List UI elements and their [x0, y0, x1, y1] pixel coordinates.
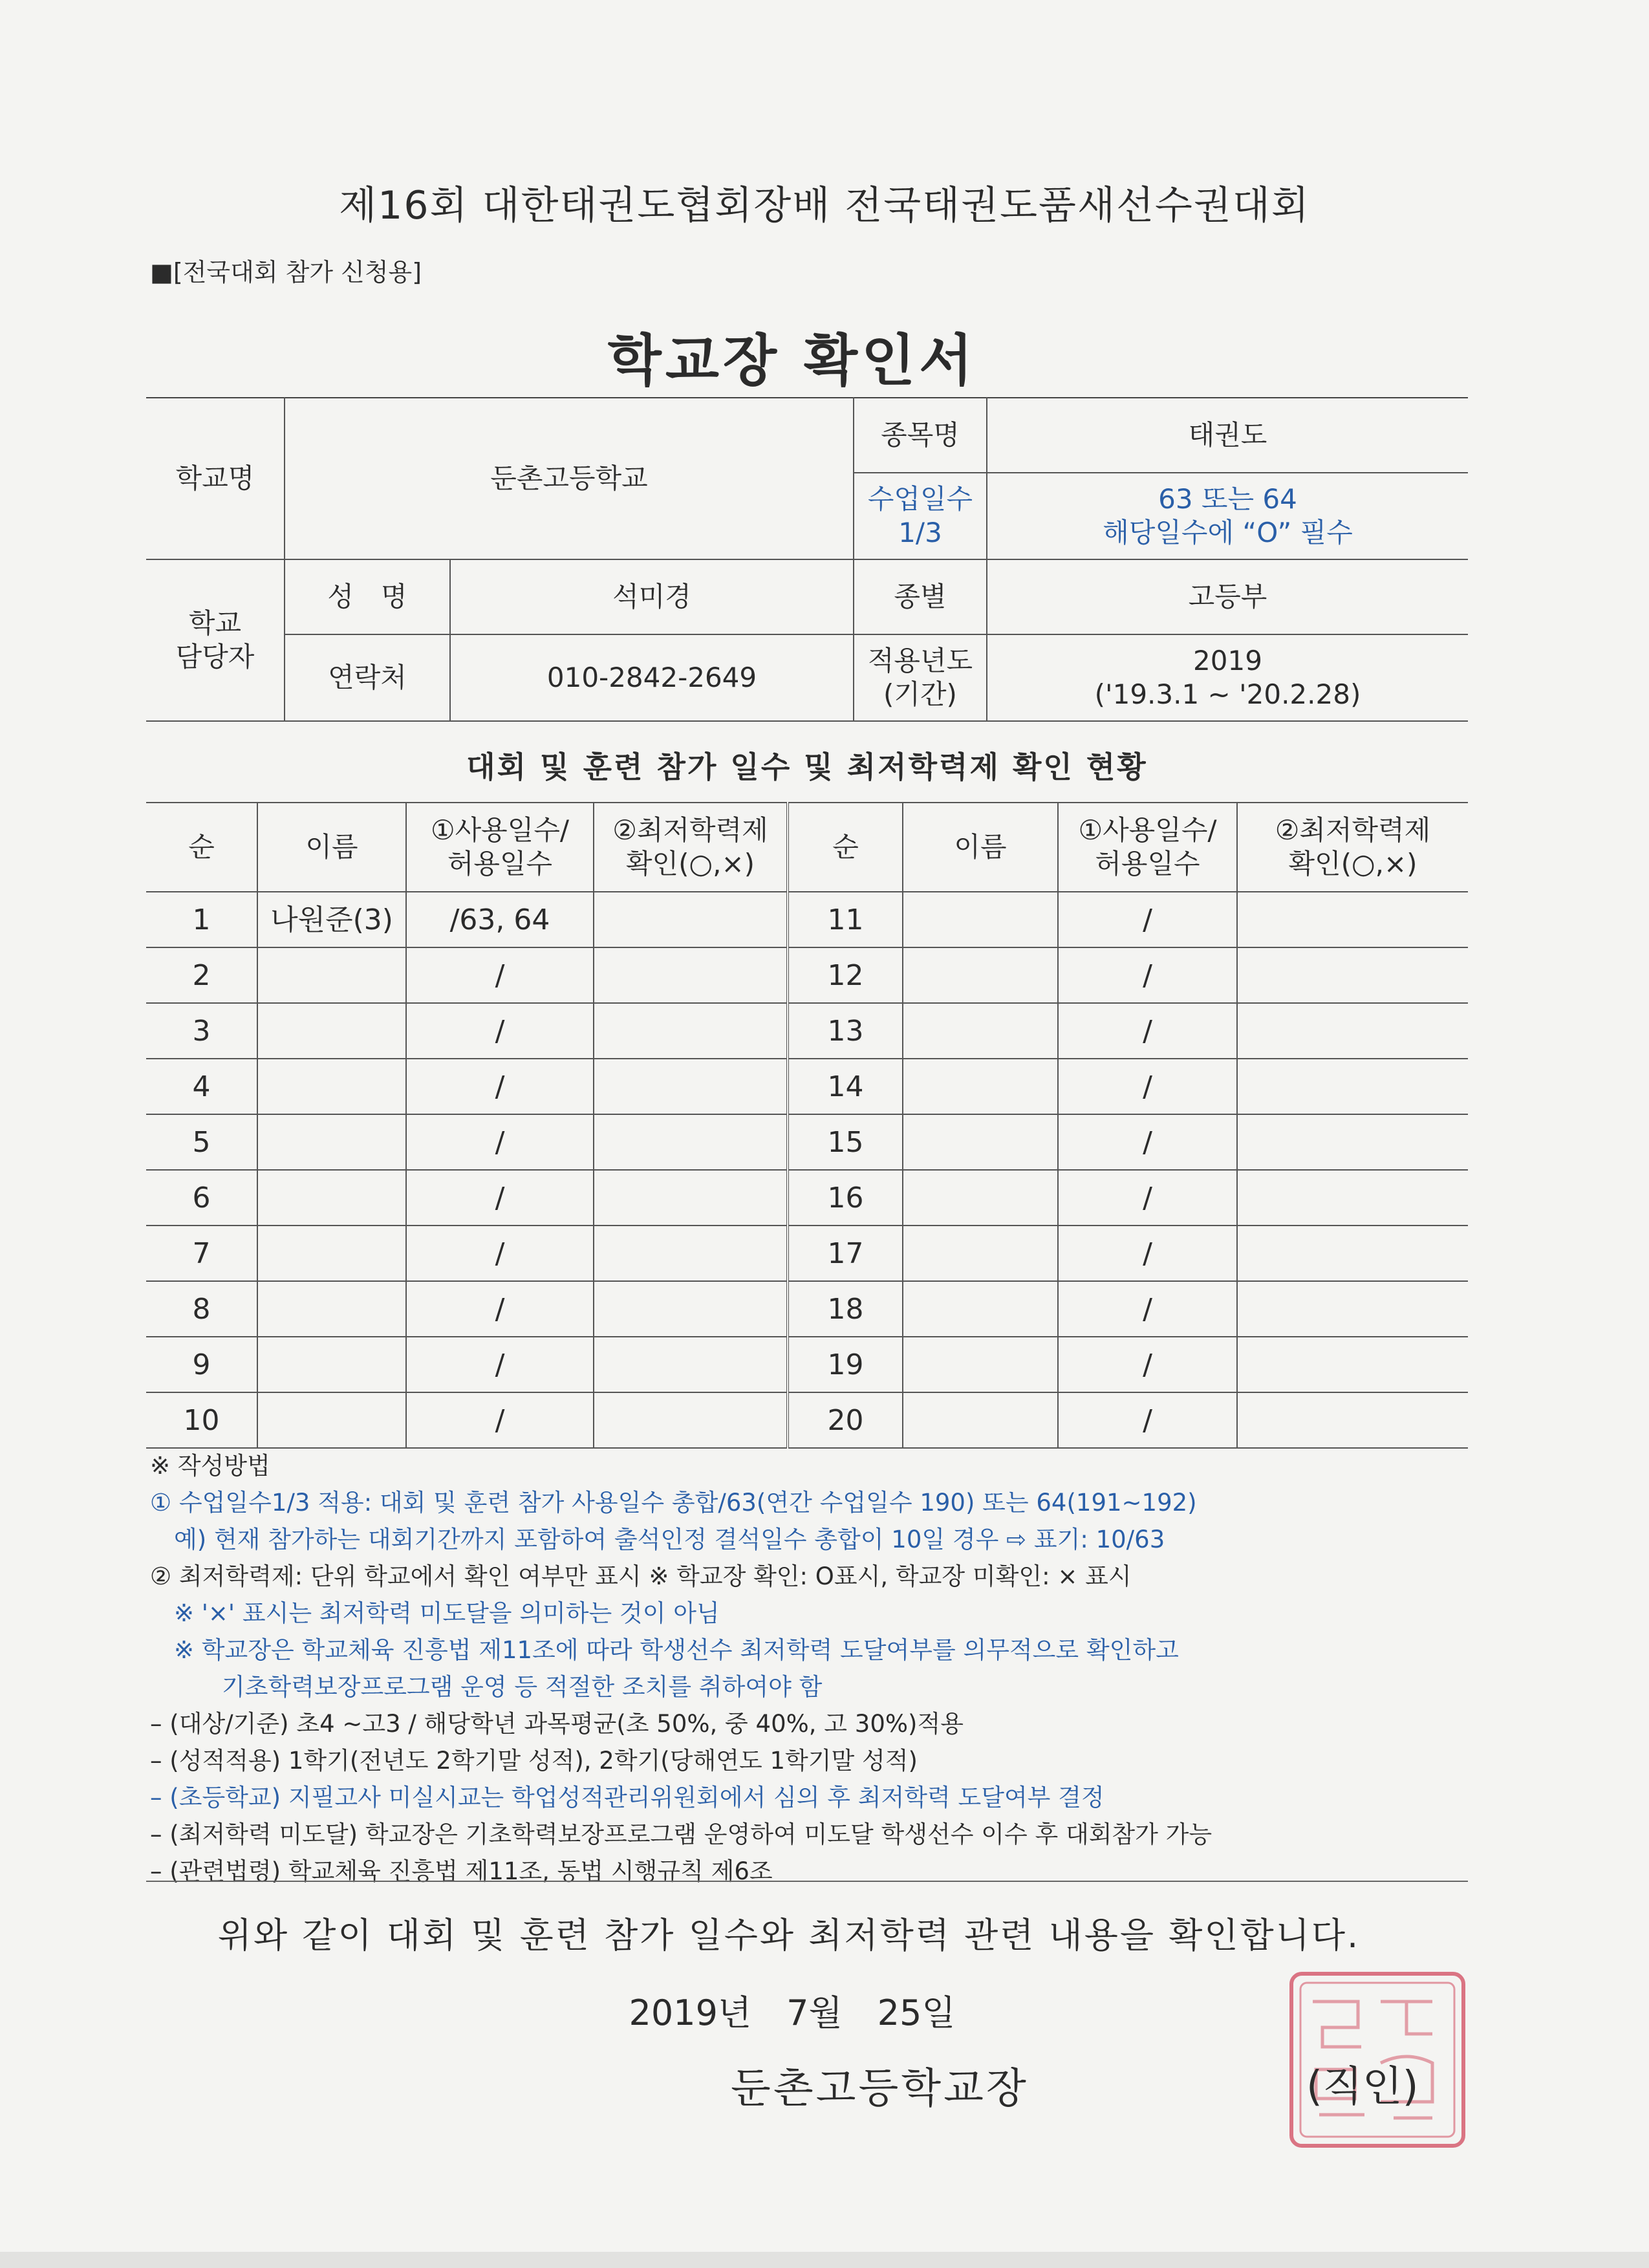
min-academic-check-left: [594, 1114, 788, 1170]
instruction-line: 예) 현재 참가하는 대회기간까지 포함하여 출석인정 결석일수 총합이 10일 경우 ⇨ 표기: 10/63: [150, 1526, 1165, 1553]
instruction-line: – (초등학교) 지필고사 미실시교는 학업성적관리위원회에서 심의 후 최저학력 도달여부 결정: [150, 1784, 1105, 1811]
athlete-name-right: [903, 1170, 1058, 1226]
seal-label: (직인): [1306, 2063, 1419, 2111]
days-used-left: /: [406, 1003, 594, 1059]
table-row: [146, 892, 1468, 947]
instruction-line: 기초학력보장프로그램 운영 등 적절한 조치를 취하여야 함: [150, 1673, 823, 1701]
min-academic-check-right: [1237, 1226, 1468, 1281]
table-row: [146, 1114, 1468, 1170]
header-days-left: [406, 803, 594, 892]
min-academic-check-right: [1237, 1059, 1468, 1114]
row-number-right: 19: [788, 1337, 903, 1392]
days-used-right: /: [1058, 1114, 1237, 1170]
row-number-left: 10: [146, 1392, 257, 1448]
athlete-name-right: [903, 1226, 1058, 1281]
name-value: 석미경: [450, 559, 854, 634]
class-days-value-line1: 63 또는 64: [1158, 482, 1297, 515]
row-number-right: 12: [788, 947, 903, 1003]
header-name-right: 이름: [903, 803, 1058, 892]
header-days-line2: 허용일수: [1095, 848, 1200, 880]
days-used-right: /: [1058, 1170, 1237, 1226]
days-used-left: /: [406, 1281, 594, 1337]
header-days-line1: ①사용일수/: [430, 814, 570, 846]
days-used-left: /: [406, 1337, 594, 1392]
row-number-right: 13: [788, 1003, 903, 1059]
sport-label: 종목명: [854, 398, 987, 473]
days-used-right: /: [1058, 1337, 1237, 1392]
instructions-heading: ※ 작성방법: [150, 1452, 270, 1480]
row-number-right: 20: [788, 1392, 903, 1448]
min-academic-check-right: [1237, 1392, 1468, 1448]
header-days-line1: ①사용일수/: [1078, 814, 1217, 846]
min-academic-check-right: [1237, 947, 1468, 1003]
row-number-left: 1: [146, 892, 257, 947]
instruction-line: – (관련법령) 학교체육 진흥법 제11조, 동법 시행규칙 제6조: [150, 1857, 773, 1885]
class-days-label: [854, 473, 987, 559]
days-used-right: /: [1058, 947, 1237, 1003]
days-used-left: /: [406, 1226, 594, 1281]
table-row: [146, 1337, 1468, 1392]
row-number-right: 14: [788, 1059, 903, 1114]
school-label: 학교명: [146, 398, 285, 559]
header-check-line1: ②최저학력제: [1275, 814, 1431, 846]
principal-name: 둔촌고등학교장: [731, 2065, 1029, 2113]
days-used-right: /: [1058, 1281, 1237, 1337]
days-used-left: /: [406, 947, 594, 1003]
year-label-line1: 적용년도: [867, 644, 973, 676]
header-no-right: 순: [788, 803, 903, 892]
table-row: [146, 947, 1468, 1003]
year-label: [854, 634, 987, 721]
athlete-name-left: [257, 1281, 406, 1337]
athlete-name-right: [903, 1337, 1058, 1392]
row-number-left: 5: [146, 1114, 257, 1170]
row-number-left: 9: [146, 1337, 257, 1392]
athlete-name-left: 나원준(3): [257, 892, 406, 947]
table-row: [146, 1003, 1468, 1059]
participation-table: [146, 802, 1468, 1449]
min-academic-check-left: [594, 1170, 788, 1226]
days-used-right: /: [1058, 892, 1237, 947]
form-tag: ■[전국대회 참가 신청용]: [150, 258, 422, 286]
min-academic-check-right: [1237, 1281, 1468, 1337]
year-value: [987, 634, 1468, 721]
athlete-name-left: [257, 1114, 406, 1170]
days-used-left: /63, 64: [406, 892, 594, 947]
athlete-name-left: [257, 1337, 406, 1392]
info-table: [146, 397, 1468, 722]
row-number-left: 4: [146, 1059, 257, 1114]
athlete-name-left: [257, 1170, 406, 1226]
instruction-line: ② 최저학력제: 단위 학교에서 확인 여부만 표시 ※ 학교장 확인: O표시, 학교장 미확인: × 표시: [150, 1562, 1132, 1590]
contact-label: 연락처: [285, 634, 450, 721]
min-academic-check-left: [594, 1337, 788, 1392]
instruction-line: ① 수업일수1/3 적용: 대회 및 훈련 참가 사용일수 총합/63(연간 수업일수 190) 또는 64(191~192): [150, 1489, 1197, 1517]
athlete-name-left: [257, 947, 406, 1003]
table-row: [146, 1392, 1468, 1448]
min-academic-check-left: [594, 892, 788, 947]
manager-label-line1: 학교: [188, 607, 242, 639]
header-no-left: 순: [146, 803, 257, 892]
min-academic-check-right: [1237, 1170, 1468, 1226]
athlete-name-right: [903, 1114, 1058, 1170]
athlete-name-right: [903, 947, 1058, 1003]
sport-value: 태권도: [987, 398, 1468, 473]
header-check-right: [1237, 803, 1468, 892]
min-academic-check-left: [594, 947, 788, 1003]
athlete-name-left: [257, 1059, 406, 1114]
header-check-line2: 확인(○,×): [1288, 848, 1417, 880]
row-number-right: 16: [788, 1170, 903, 1226]
athlete-name-left: [257, 1003, 406, 1059]
table-row: [146, 1059, 1468, 1114]
division-value: 고등부: [987, 559, 1468, 634]
school-value: 둔촌고등학교: [285, 398, 854, 559]
row-number-right: 17: [788, 1226, 903, 1281]
manager-label: [146, 559, 285, 721]
athlete-name-right: [903, 1003, 1058, 1059]
row-number-right: 18: [788, 1281, 903, 1337]
days-used-left: /: [406, 1170, 594, 1226]
row-number-right: 11: [788, 892, 903, 947]
class-days-value: [987, 473, 1468, 559]
class-days-value-line2: 해당일수에 “O” 필수: [1103, 517, 1353, 548]
header-check-line2: 확인(○,×): [625, 848, 755, 880]
division-label: 종별: [854, 559, 987, 634]
instruction-line: – (성적적용) 1학기(전년도 2학기말 성적), 2학기(당해연도 1학기말 성적): [150, 1747, 918, 1775]
athlete-name-right: [903, 1392, 1058, 1448]
row-number-left: 6: [146, 1170, 257, 1226]
athlete-name-right: [903, 1059, 1058, 1114]
section-title: 대회 및 훈련 참가 일수 및 최저학력제 확인 현황: [466, 750, 1148, 784]
athlete-name-left: [257, 1226, 406, 1281]
class-days-label-line1: 수업일수: [867, 482, 973, 515]
row-number-right: 15: [788, 1114, 903, 1170]
table-header-row: [146, 803, 1468, 892]
min-academic-check-right: [1237, 892, 1468, 947]
issue-date: 2019년 7월 25일: [629, 1993, 956, 2033]
days-used-left: /: [406, 1059, 594, 1114]
header-name-left: 이름: [257, 803, 406, 892]
instructions: [150, 1447, 1482, 1890]
table-row: [146, 1170, 1468, 1226]
header-days-line2: 허용일수: [447, 848, 553, 880]
days-used-right: /: [1058, 1003, 1237, 1059]
athlete-name-right: [903, 892, 1058, 947]
athlete-name-left: [257, 1392, 406, 1448]
min-academic-check-left: [594, 1281, 788, 1337]
manager-label-line2: 담당자: [175, 641, 255, 673]
instruction-line: – (대상/기준) 초4 ~고3 / 해당학년 과목평균(초 50%, 중 40%, 고 30%)적용: [150, 1710, 964, 1738]
days-used-right: /: [1058, 1226, 1237, 1281]
header-days-right: [1058, 803, 1237, 892]
scan-edge: [0, 2252, 1649, 2268]
name-label: 성 명: [285, 559, 450, 634]
min-academic-check-right: [1237, 1114, 1468, 1170]
min-academic-check-left: [594, 1226, 788, 1281]
min-academic-check-right: [1237, 1003, 1468, 1059]
year-label-line2: (기간): [883, 678, 957, 710]
class-days-label-line2: 1/3: [898, 517, 942, 548]
days-used-right: /: [1058, 1392, 1237, 1448]
row-number-left: 7: [146, 1226, 257, 1281]
table-row: [146, 1226, 1468, 1281]
table-row: [146, 1281, 1468, 1337]
contact-value: 010-2842-2649: [450, 634, 854, 721]
days-used-right: /: [1058, 1059, 1237, 1114]
row-number-left: 3: [146, 1003, 257, 1059]
min-academic-check-left: [594, 1003, 788, 1059]
row-number-left: 8: [146, 1281, 257, 1337]
event-title: 제16회 대한태권도협회장배 전국태권도품새선수권대회: [339, 183, 1310, 228]
document-title: 학교장 확인서: [607, 329, 977, 393]
days-used-left: /: [406, 1114, 594, 1170]
days-used-left: /: [406, 1392, 594, 1448]
year-value-line2: ('19.3.1 ~ '20.2.28): [1094, 678, 1361, 710]
min-academic-check-left: [594, 1392, 788, 1448]
min-academic-check-right: [1237, 1337, 1468, 1392]
confirmation-statement: 위와 같이 대회 및 훈련 참가 일수와 최저학력 관련 내용을 확인합니다.: [217, 1915, 1361, 1956]
divider: [146, 1881, 1468, 1882]
min-academic-check-left: [594, 1059, 788, 1114]
header-check-left: [594, 803, 788, 892]
athlete-name-right: [903, 1281, 1058, 1337]
row-number-left: 2: [146, 947, 257, 1003]
instruction-line: ※ 학교장은 학교체육 진흥법 제11조에 따라 학생선수 최저학력 도달여부를 의무적으로 확인하고: [150, 1636, 1179, 1664]
instruction-line: – (최저학력 미도달) 학교장은 기초학력보장프로그램 운영하여 미도달 학생선수 이수 후 대회참가 가능: [150, 1820, 1212, 1848]
instruction-line: ※ '×' 표시는 최저학력 미도달을 의미하는 것이 아님: [150, 1599, 720, 1627]
header-check-line1: ②최저학력제: [612, 814, 768, 846]
year-value-line1: 2019: [1193, 644, 1262, 676]
